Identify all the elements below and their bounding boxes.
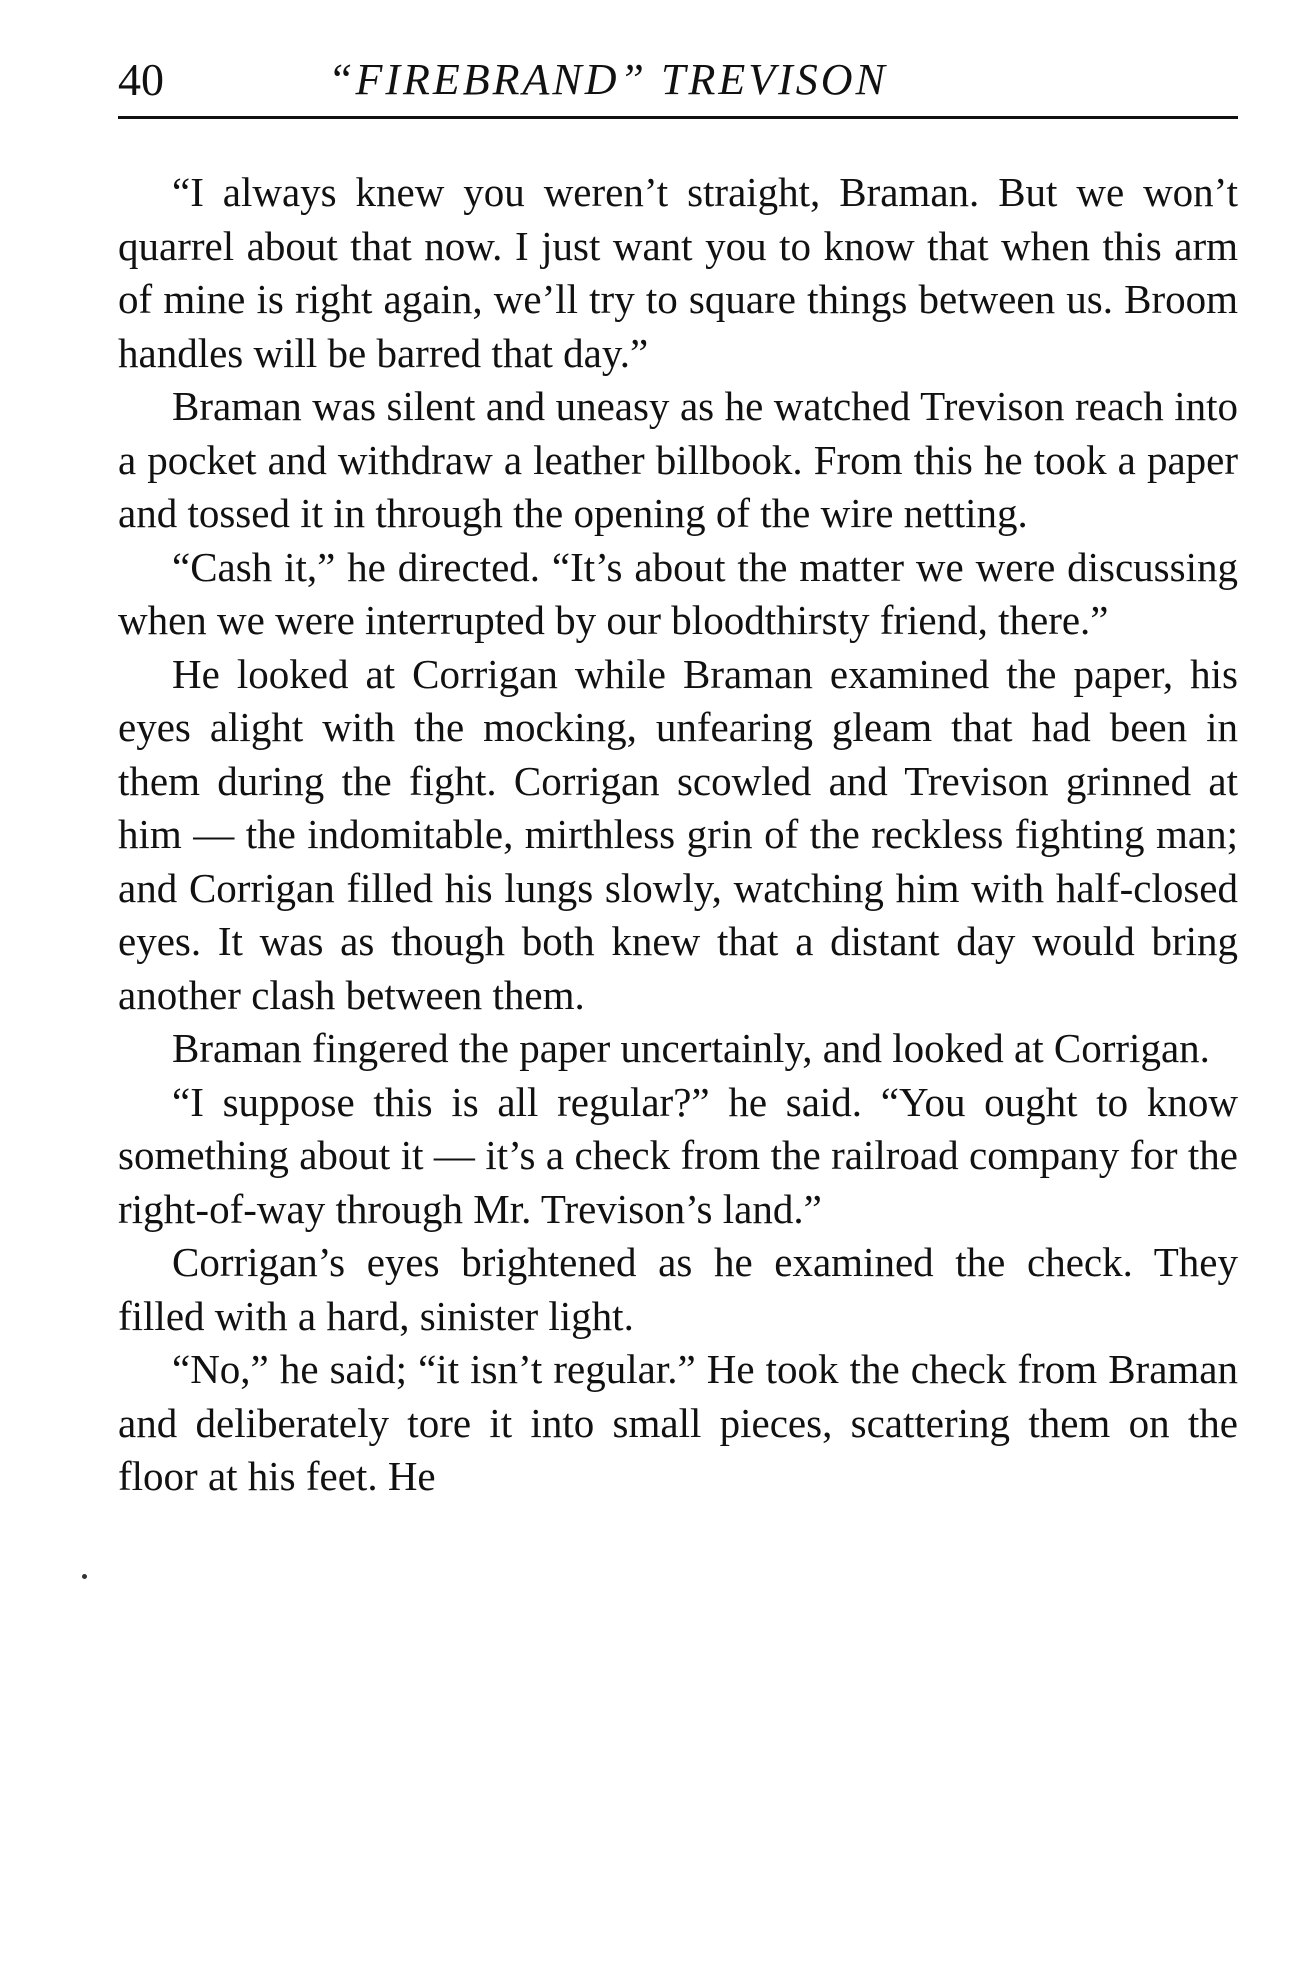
- paragraph: Braman fingered the paper uncertainly, and looked at Corrigan.: [172, 1025, 1210, 1071]
- paragraph: “Cash it,” he directed. “It’s about the matter we were discussing when we were interrupted by our bloodthirsty friend, there.”: [118, 543, 1238, 643]
- paragraph: Braman was silent and uneasy as he watched Trevison reach into a pocket and withdraw a leather billbook. From this he took a paper and tossed it in through the opening of the wire netting.: [118, 383, 1238, 536]
- running-title: “FIREBRAND” TREVISON: [328, 55, 888, 104]
- running-head: [118, 48, 1238, 112]
- paragraph: “I suppose this is all regular?” he said. “You ought to know something about it — it’s a check from the railroad company for the right-of-way through Mr. Trevison’s land.”: [118, 1078, 1238, 1232]
- body-text: [118, 166, 1238, 1504]
- page-number: 40: [118, 54, 164, 105]
- paragraph: Corrigan’s eyes brightened as he examined the check. They filled with a hard, sinister light.: [118, 1239, 1238, 1339]
- print-speck: [82, 1574, 87, 1579]
- header-rule: [118, 116, 1238, 119]
- paragraph: “I always knew you weren’t straight, Braman. But we won’t quarrel about that now. I just want you to know that when this arm of mine is right again, we’ll try to square things between us. Broom handles will be barred that day.”: [118, 169, 1238, 376]
- paragraph: “No,” he said; “it isn’t regular.” He took the check from Braman and deliberately tore it into small pieces, scattering them on the floor at his feet. He: [118, 1346, 1238, 1499]
- paragraph: He looked at Corrigan while Braman examined the paper, his eyes alight with the mocking, unfearing gleam that had been in them during the fight. Corrigan scowled and Trevison grinned at him — the indomitable, mirthless grin of the reckless fighting man; and Corrigan filled his lungs slowly, watching him with half-closed eyes. It was as though both knew that a distant day would bring another clash between them.: [118, 650, 1238, 1018]
